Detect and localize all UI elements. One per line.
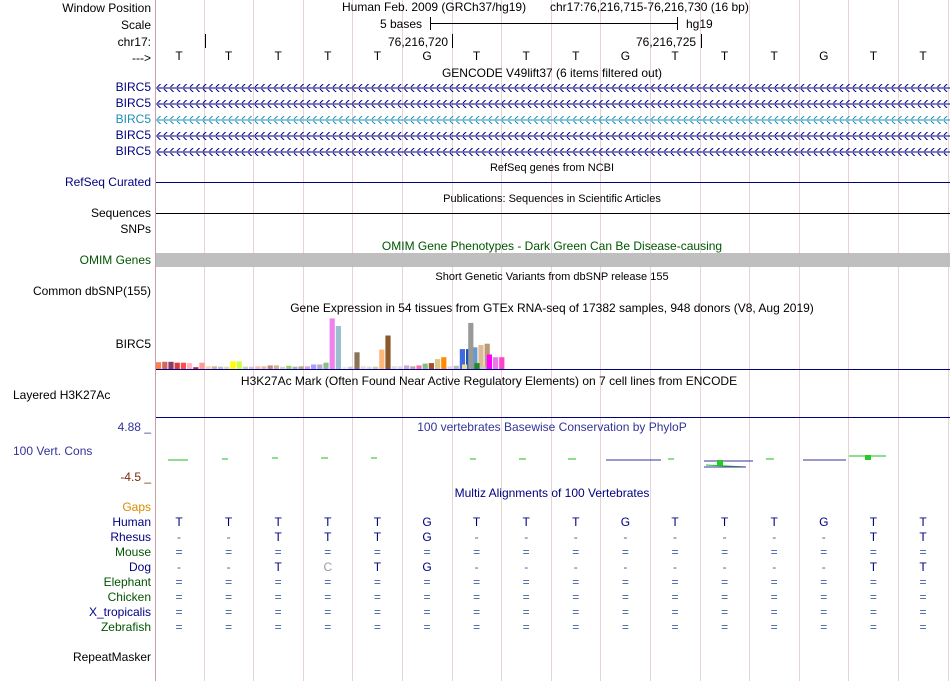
alignment-base: = [522, 590, 530, 604]
alignment-base: = [225, 545, 233, 559]
alignment-base: = [423, 545, 431, 559]
sequences-track-label[interactable]: Sequences [90, 206, 151, 220]
alignment-base: - [177, 530, 181, 544]
alignment-base: G [620, 515, 631, 529]
alignment-base: = [324, 575, 332, 589]
alignment-base: - [573, 530, 578, 544]
alignment-base: = [820, 575, 828, 589]
alignment-base: = [919, 605, 927, 619]
reference-base: T [224, 49, 233, 63]
scale-label: Scale [120, 18, 151, 32]
alignment-base: = [572, 575, 580, 589]
alignment-base: - [226, 560, 231, 574]
alignment-base: = [423, 605, 431, 619]
alignment-base: = [175, 620, 183, 634]
window-position-label: Window Position [62, 1, 151, 15]
alignment-base: = [572, 545, 580, 559]
alignment-base: = [869, 590, 877, 604]
alignment-base: T [373, 515, 382, 529]
alignment-base: T [869, 515, 878, 529]
alignment-base: T [522, 515, 530, 529]
gencode-transcript-label[interactable]: BIRC5 [115, 128, 151, 142]
species-label-dog[interactable]: Dog [128, 560, 151, 574]
alignment-base: = [572, 590, 580, 604]
alignment-base: = [522, 575, 530, 589]
alignment-base: T [472, 515, 481, 529]
alignment-base: - [524, 560, 529, 574]
alignment-base: T [919, 530, 927, 544]
alignment-base: = [373, 575, 381, 589]
alignment-base: T [869, 530, 878, 544]
alignment-base: = [473, 605, 481, 619]
alignment-base: C [323, 560, 333, 574]
alignment-base: G [819, 515, 829, 529]
reference-base: T [869, 49, 878, 63]
alignment-base: T [324, 530, 332, 544]
track-data-area[interactable] [156, 0, 950, 681]
h3k27ac-track-title[interactable]: H3K27Ac Mark (Often Found Near Active Regulatory Elements) on 7 cell lines from ENCODE [240, 374, 738, 388]
reference-base: T [522, 49, 530, 63]
alignment-base: - [177, 560, 181, 574]
alignment-base: = [373, 605, 381, 619]
reference-base: T [572, 49, 580, 63]
gencode-transcript-label[interactable]: BIRC5 [115, 80, 151, 94]
alignment-base: = [225, 575, 233, 589]
alignment-base: = [274, 605, 282, 619]
alignment-base: T [373, 560, 382, 574]
alignment-base: = [473, 545, 481, 559]
alignment-base: T [720, 515, 729, 529]
alignment-base: - [772, 560, 777, 574]
alignment-base: - [673, 530, 677, 544]
alignment-base: = [869, 545, 877, 559]
gaps-track-label[interactable]: Gaps [122, 500, 151, 514]
alignment-base: = [423, 620, 431, 634]
alignment-base: = [324, 605, 332, 619]
alignment-base: = [423, 575, 431, 589]
alignment-base: G [422, 560, 432, 574]
alignment-base: = [572, 605, 580, 619]
alignment-base: = [274, 545, 282, 559]
alignment-base: = [721, 545, 729, 559]
reference-base: T [671, 49, 679, 63]
alignment-base: = [324, 590, 332, 604]
alignment-base: - [573, 560, 578, 574]
alignment-base: = [373, 620, 381, 634]
reference-base: T [720, 49, 729, 63]
species-label-mouse[interactable]: Mouse [114, 545, 151, 559]
refseq-track-title[interactable]: RefSeq genes from NCBI [489, 162, 615, 174]
reference-base: T [472, 49, 481, 63]
phylop-negative-signal [606, 460, 846, 461]
alignment-base: T [770, 515, 778, 529]
species-label-elephant[interactable]: Elephant [103, 575, 151, 589]
alignment-base: = [721, 620, 729, 634]
alignment-base: - [524, 530, 529, 544]
alignment-base: = [671, 620, 679, 634]
alignment-base: = [919, 590, 927, 604]
coordinate-tick-label: 76,216,720 [388, 35, 449, 49]
alignment-base: = [175, 575, 183, 589]
alignment-base: T [572, 515, 580, 529]
phylop-track-label[interactable]: 100 Vert. Cons [13, 444, 93, 458]
alignment-base: = [225, 590, 233, 604]
alignment-base: = [820, 605, 828, 619]
alignment-base: - [623, 530, 628, 544]
alignment-base: - [226, 530, 231, 544]
alignment-base: = [919, 620, 927, 634]
alignment-base: - [722, 530, 727, 544]
alignment-base: = [869, 620, 877, 634]
strand-label[interactable]: ---> [132, 51, 151, 65]
alignment-base: = [621, 545, 629, 559]
dbsnp-track-title[interactable]: Short Genetic Variants from dbSNP release 155 [435, 271, 669, 283]
h3k27ac-track-label[interactable]: Layered H3K27Ac [13, 388, 111, 402]
alignment-base: - [722, 560, 727, 574]
reference-base: T [324, 49, 332, 63]
alignment-base: = [820, 620, 828, 634]
multiz-track-title[interactable]: Multiz Alignments of 100 Vertebrates [454, 486, 650, 500]
alignment-base: = [820, 590, 828, 604]
gencode-track-title[interactable]: GENCODE V49lift37 (6 items filtered out) [441, 66, 663, 80]
alignment-base: = [522, 605, 530, 619]
alignment-base: T [869, 560, 878, 574]
alignment-base: = [770, 575, 778, 589]
alignment-base: T [274, 560, 282, 574]
species-label-xtropicalis[interactable]: X_tropicalis [88, 605, 151, 619]
alignment-base: - [474, 530, 479, 544]
alignment-base: = [423, 590, 431, 604]
alignment-base: = [324, 545, 332, 559]
track-label-column [0, 0, 155, 681]
coordinate-tick-label: 76,216,725 [636, 35, 697, 49]
phylop-signal [168, 456, 886, 460]
alignment-base: = [522, 620, 530, 634]
alignment-base: T [373, 530, 382, 544]
alignment-base: = [473, 620, 481, 634]
alignment-base: = [274, 590, 282, 604]
alignment-base: = [869, 605, 877, 619]
reference-base: T [373, 49, 382, 63]
species-label-zebrafish[interactable]: Zebrafish [100, 620, 151, 634]
alignment-base: = [473, 575, 481, 589]
alignment-base: = [175, 590, 183, 604]
alignment-base: = [721, 605, 729, 619]
alignment-base: = [274, 575, 282, 589]
alignment-base: T [671, 515, 679, 529]
dbsnp-track-label[interactable]: Common dbSNP(155) [32, 284, 151, 298]
alignment-base: = [175, 545, 183, 559]
alignment-base: T [919, 515, 927, 529]
alignment-base: T [274, 515, 282, 529]
alignment-base: - [821, 560, 826, 574]
alignment-base: = [572, 620, 580, 634]
alignment-base: = [770, 590, 778, 604]
phylop-min-label: -4.5 _ [120, 470, 151, 484]
alignment-base: = [274, 620, 282, 634]
alignment-base: T [324, 515, 332, 529]
omim-track-title[interactable]: OMIM Gene Phenotypes - Dark Green Can Be Disease-causing [381, 239, 723, 253]
alignment-base: = [473, 590, 481, 604]
alignment-base: = [919, 545, 927, 559]
repeatmasker-track-label[interactable]: RepeatMasker [72, 650, 151, 664]
scale-bar-text: 5 bases [380, 17, 423, 31]
alignment-base: = [621, 575, 629, 589]
alignment-base: = [721, 590, 729, 604]
alignment-base: = [225, 605, 233, 619]
reference-base: T [274, 49, 282, 63]
species-label-chicken[interactable]: Chicken [107, 590, 151, 604]
alignment-base: - [821, 530, 826, 544]
alignment-base: = [671, 545, 679, 559]
alignment-base: = [621, 590, 629, 604]
alignment-base: = [225, 620, 233, 634]
omim-track-label[interactable]: OMIM Genes [79, 253, 151, 267]
alignment-base: - [772, 530, 777, 544]
gencode-transcript-label[interactable]: BIRC5 [115, 144, 151, 158]
alignment-base: - [623, 560, 628, 574]
reference-base: T [175, 49, 183, 63]
alignment-base: = [621, 620, 629, 634]
alignment-base: = [671, 605, 679, 619]
phylop-max-label: 4.88 _ [117, 420, 151, 434]
species-label-human[interactable]: Human [112, 515, 151, 529]
gtex-track-title[interactable]: Gene Expression in 54 tissues from GTEx RNA-seq of 17382 samples, 948 donors (V8, Aug 2019) [290, 301, 814, 315]
chromosome-label: chr17: [117, 35, 151, 49]
alignment-base: = [770, 545, 778, 559]
alignment-base: = [373, 590, 381, 604]
species-label-rhesus[interactable]: Rhesus [110, 530, 151, 544]
alignment-base: = [770, 605, 778, 619]
phylop-peak [865, 455, 871, 460]
alignment-base: = [770, 620, 778, 634]
refseq-track-label[interactable]: RefSeq Curated [64, 175, 151, 189]
alignment-base: - [673, 560, 677, 574]
window-coordinates: chr17:76,216,715-76,216,730 (16 bp) [550, 0, 749, 14]
alignment-base: = [671, 590, 679, 604]
scale-bar-assembly: hg19 [686, 17, 713, 31]
alignment-base: = [721, 575, 729, 589]
alignment-base: = [175, 605, 183, 619]
reference-base: T [919, 49, 927, 63]
alignment-base: T [224, 515, 233, 529]
alignment-base: = [522, 545, 530, 559]
snps-track-label[interactable]: SNPs [120, 222, 151, 236]
alignment-base: = [621, 605, 629, 619]
alignment-base: = [373, 545, 381, 559]
reference-base: T [770, 49, 778, 63]
gencode-transcript-label[interactable]: BIRC5 [115, 96, 151, 110]
gencode-transcript-label[interactable]: BIRC5 [115, 112, 151, 126]
gtex-track-label[interactable]: BIRC5 [115, 337, 151, 351]
assembly-name: Human Feb. 2009 (GRCh37/hg19) [342, 0, 527, 14]
alignment-base: T [274, 530, 282, 544]
reference-base: G [422, 49, 432, 63]
reference-base: G [620, 49, 631, 63]
alignment-base: = [324, 620, 332, 634]
alignment-base: G [422, 530, 432, 544]
phylop-track-title[interactable]: 100 vertebrates Basewise Conservation by PhyloP [417, 420, 687, 434]
reference-base: G [819, 49, 829, 63]
alignment-base: G [422, 515, 432, 529]
alignment-base: T [175, 515, 183, 529]
alignment-base: = [671, 575, 679, 589]
alignment-base: T [919, 560, 927, 574]
alignment-base: = [869, 575, 877, 589]
alignment-base: - [474, 560, 479, 574]
publications-track-title[interactable]: Publications: Sequences in Scientific Articles [443, 193, 661, 205]
alignment-base: = [919, 575, 927, 589]
alignment-base: = [820, 545, 828, 559]
